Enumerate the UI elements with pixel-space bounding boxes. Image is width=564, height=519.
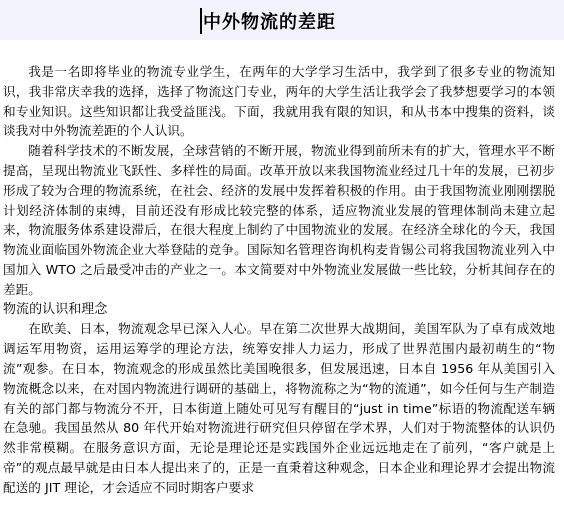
text-cursor xyxy=(200,8,202,34)
paragraph-intro-1[interactable]: 我是一名即将毕业的物流专业学生，在两年的大学学习生活中，我学到了很多专业的物流知识，我非常庆幸我的选择，选择了物流这门专业，两年的大学生活让我学会了我梦想要学习的本领和专业知识。这些知识都让我受益匪浅。下面，我就用我有限的知识，和从书本中搜集的资料，谈谈我对中外物流差距的个人认识。 xyxy=(3,64,555,139)
paragraph-intro-2[interactable]: 随着科学技术的不断发展，全球营销的不断开展，物流业得到前所未有的扩大，管理水平不断提高，呈现出物流业飞跃性、多样性的局面。改革开放以来我国物流业经过几十年的发展，已初步形成了较为合理的物流系统，在社会、经济的发展中发挥着积极的作用。由于我国物流业刚刚摆脱计划经济体制的束缚，目前还没有形成比较完整的体系，适应物流业发展的管理体制尚未建立起来，物流服务体系建设滞后，在很大程度上制约了中国物流业的发展。在经济全球化的今天，我国物流业面临国外物流企业大举登陆的竞争。国际知名管理咨询机构麦肯锡公司将我国物流业列入中国加入 WTO 之后最受冲击的产业之一。本文简要对中外物流业发展做一些比较，分析其间存在的差距。 xyxy=(3,143,555,297)
section-heading[interactable]: 物流的认识和理念 xyxy=(3,301,108,317)
document-body xyxy=(3,62,555,498)
title-area xyxy=(200,8,336,34)
document-title[interactable]: 中外物流的差距 xyxy=(203,12,336,33)
paragraph-section-1[interactable]: 在欧美、日本，物流观念早已深入人心。早在第二次世界大战期间，美国军队为了卓有成效地调运军用物资，运用运筹学的理论方法，统筹安排人力运力，形成了世界范围内最初萌生的“物流”观参。在日本，物流观念的形成虽然比美国晚很多，但发展迅速，日本自 1956 年从美国引入物流概念以来，在对国内物流进行调研的基础上，将物流称之为“物的流通”，如今任何与生产制造有关的部门都与物流分不开，日本街道上随处可见写有醒目的“just in time”标语的物流配送车辆在急驰。我国虽然从 80 年代开始对物流进行研究但只停留在学术界，人们对于物流整体的认识仍然非常模糊。在服务意识方面，无论是理论还是实践国外企业远远地走在了前列，“客户就是上帝”的观点最早就是由日本人提出来了的，正是一直秉着这种观念，日本企业和理论界才会提出物流配送的 JIT 理论，才会适应不同时期客户要求 xyxy=(3,321,555,495)
